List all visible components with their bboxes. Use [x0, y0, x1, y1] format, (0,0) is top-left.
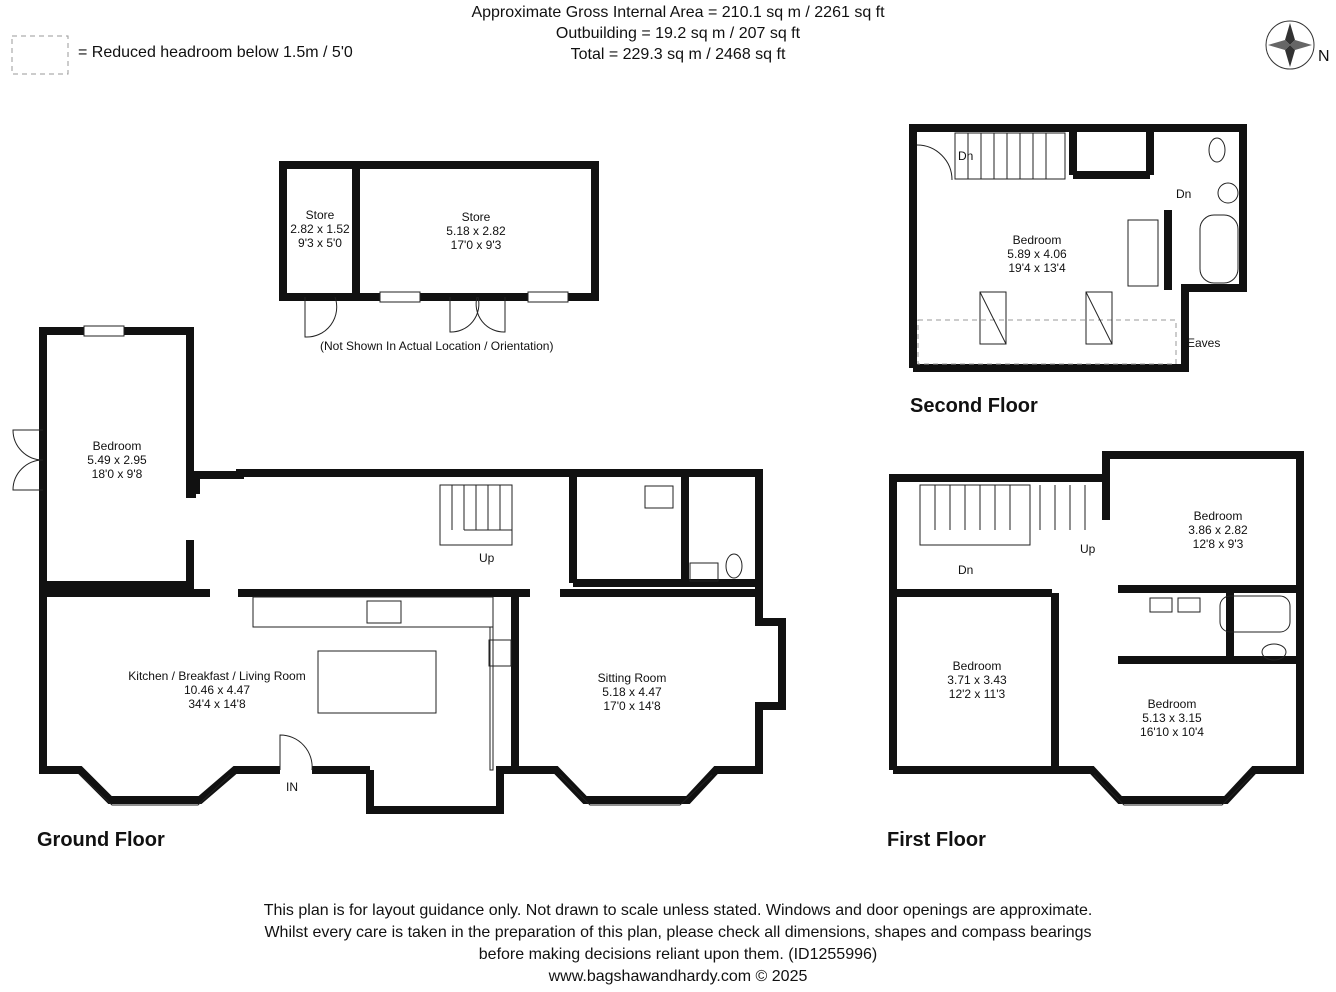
legend-label: = Reduced headroom below 1.5m / 5'0: [78, 44, 353, 61]
first-bedroom-c-label: Bedroom 5.13 x 3.15 16'10 x 10'4: [1140, 697, 1204, 739]
disclaimer-line-1: This plan is for layout guidance only. Not drawn to scale unless stated. Windows and door openings are approximate.: [263, 902, 1093, 919]
kitchen-sink: [489, 640, 511, 666]
ground-main-walls: [196, 473, 782, 800]
outbuilding-area-line: Outbuilding = 19.2 sq m / 207 sq ft: [555, 25, 801, 42]
outbuilding-note: (Not Shown In Actual Location / Orientation): [320, 339, 554, 353]
website-copyright: www.bagshawandhardy.com © 2025: [548, 968, 808, 985]
ground-up-label: Up: [479, 551, 495, 565]
second-dn-label-1: Dn: [958, 149, 974, 163]
gross-area-line: Approximate Gross Internal Area = 210.1 sq m / 2261 sq ft: [471, 4, 885, 21]
entrance-label: IN: [286, 780, 298, 794]
store-small-label: Store 2.82 x 1.52 9'3 x 5'0: [290, 208, 350, 250]
eaves-headroom-area: [918, 320, 1176, 364]
first-floor-walls: [893, 455, 1300, 800]
first-dn-label: Dn: [958, 563, 974, 577]
disclaimer-line-3: before making decisions reliant upon them. (ID1255996): [478, 946, 878, 963]
kitchen-label: Kitchen / Breakfast / Living Room 10.46 x 4.47 34'4 x 14'8: [128, 669, 306, 711]
ground-bedroom-label: Bedroom 5.49 x 2.95 18'0 x 9'8: [87, 439, 147, 481]
hob: [367, 601, 401, 623]
kitchen-island: [318, 651, 436, 713]
first-bedroom-b-label: Bedroom 3.71 x 3.43 12'2 x 11'3: [947, 659, 1007, 701]
first-floor-stairs: [920, 485, 1085, 545]
disclaimer-line-2: Whilst every care is taken in the preparation of this plan, please check all dimensions, shapes and compass bearings: [264, 924, 1092, 941]
compass-north-label: N: [1318, 48, 1330, 65]
second-floor-walls: [913, 128, 1243, 368]
total-area-line: Total = 229.3 sq m / 2468 sq ft: [570, 46, 786, 63]
ground-stairs: [440, 485, 512, 545]
first-up-label: Up: [1080, 542, 1096, 556]
store-large-label: Store 5.18 x 2.82 17'0 x 9'3: [446, 210, 506, 252]
sitting-room-label: Sitting Room 5.18 x 4.47 17'0 x 14'8: [597, 671, 667, 713]
second-bedroom-label: Bedroom 5.89 x 4.06 19'4 x 13'4: [1007, 233, 1067, 275]
second-dn-label-2: Dn: [1176, 187, 1192, 201]
ground-floor-title: Ground Floor: [37, 829, 165, 851]
first-bedroom-a-label: Bedroom 3.86 x 2.82 12'8 x 9'3: [1188, 509, 1248, 551]
first-floor-title: First Floor: [887, 829, 986, 851]
second-floor-title: Second Floor: [910, 395, 1038, 417]
eaves-label: Eaves: [1187, 336, 1221, 350]
